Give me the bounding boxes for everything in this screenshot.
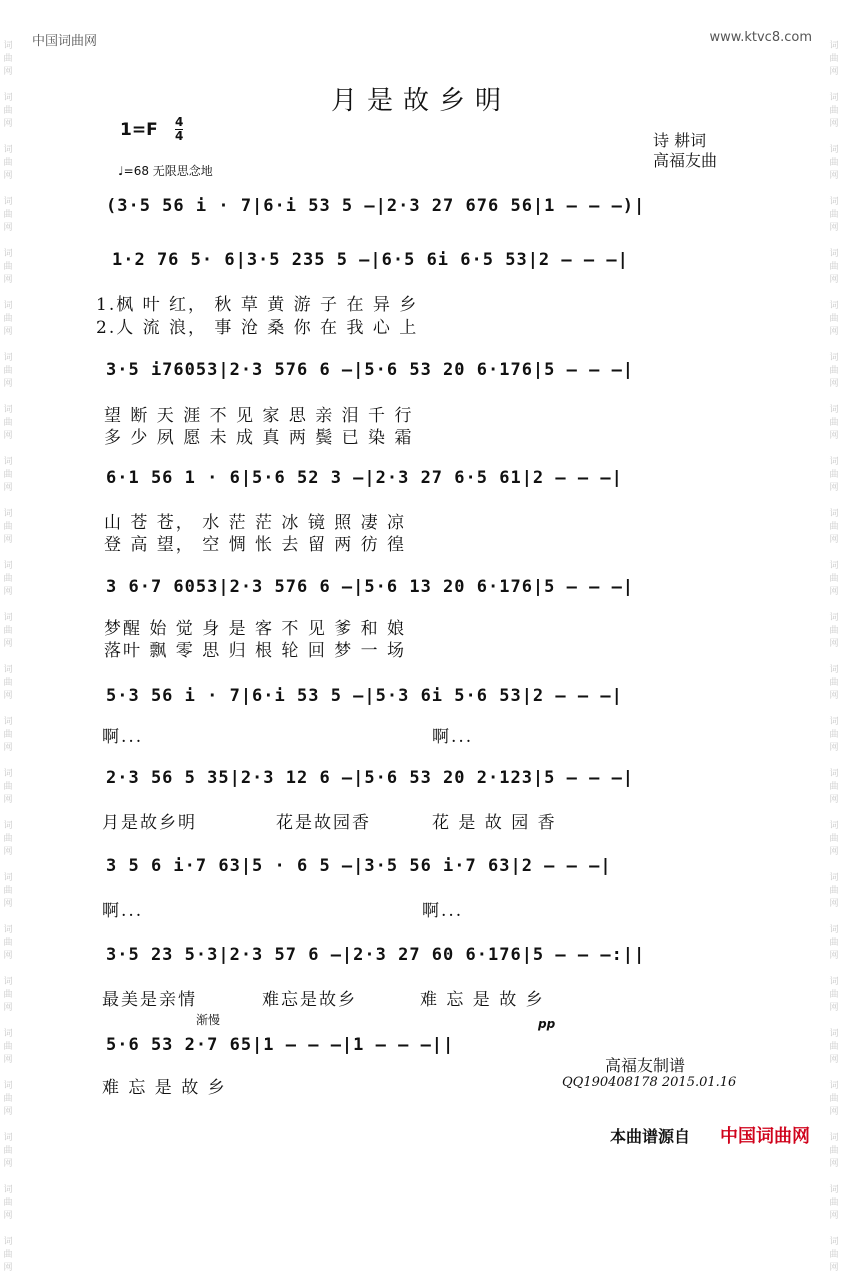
side-watermark-char: 网 bbox=[3, 535, 13, 545]
lyric-row-7a: 月是故乡明 bbox=[102, 813, 197, 833]
side-watermark-char: 词 bbox=[829, 873, 839, 883]
side-watermark-char: 曲 bbox=[829, 834, 839, 844]
side-watermark-char: 网 bbox=[829, 1055, 839, 1065]
side-watermark-char: 网 bbox=[3, 275, 13, 285]
side-watermark-char: 曲 bbox=[3, 54, 13, 64]
side-watermark-char: 网 bbox=[3, 1003, 13, 1013]
side-watermark-gap bbox=[3, 287, 13, 300]
side-watermark-char: 词 bbox=[829, 405, 839, 415]
side-watermark-char: 网 bbox=[3, 899, 13, 909]
lyric-row-5b: 落叶 飘 零 思 归 根 轮 回 梦 一 场 bbox=[104, 641, 407, 661]
side-watermark-char: 词 bbox=[3, 197, 13, 207]
side-watermark-char: 曲 bbox=[829, 1094, 839, 1104]
side-watermark-char: 曲 bbox=[829, 522, 839, 532]
score-row-10: 5·6 53 2·7 65|1 – – –|1 – – –|| bbox=[106, 1035, 455, 1055]
side-watermark-char: 词 bbox=[3, 925, 13, 935]
side-watermark-char: 曲 bbox=[3, 1042, 13, 1052]
side-watermark-char: 词 bbox=[829, 717, 839, 727]
lyric-row-7c: 花 是 故 园 香 bbox=[432, 813, 557, 833]
side-watermark-gap bbox=[829, 1119, 839, 1132]
side-watermark-gap bbox=[3, 599, 13, 612]
side-watermark-char: 网 bbox=[829, 587, 839, 597]
side-watermark-char: 网 bbox=[829, 899, 839, 909]
side-watermark-char: 词 bbox=[3, 145, 13, 155]
side-watermark-char: 曲 bbox=[3, 1250, 13, 1260]
side-watermark-char: 词 bbox=[3, 821, 13, 831]
side-watermark-gap bbox=[3, 235, 13, 248]
side-watermark-char: 网 bbox=[829, 847, 839, 857]
side-watermark-char: 网 bbox=[3, 431, 13, 441]
lyric-row-10: 难 忘 是 故 乡 bbox=[102, 1078, 227, 1098]
side-watermark-char: 网 bbox=[829, 1107, 839, 1117]
side-watermark-char: 曲 bbox=[829, 678, 839, 688]
side-watermark-gap bbox=[3, 443, 13, 456]
side-watermark-char: 网 bbox=[829, 535, 839, 545]
side-watermark-char: 词 bbox=[3, 41, 13, 51]
side-watermark-char: 网 bbox=[3, 1263, 13, 1273]
side-watermark-char: 网 bbox=[829, 1003, 839, 1013]
side-watermark-char: 词 bbox=[829, 769, 839, 779]
lyric-row-4b: 登 高 望， 空 惆 怅 去 留 两 彷 徨 bbox=[104, 535, 407, 555]
composer-credit: 高福友曲 bbox=[653, 151, 718, 170]
side-watermark-char: 词 bbox=[829, 665, 839, 675]
side-watermark-char: 词 bbox=[829, 93, 839, 103]
side-watermark-char: 曲 bbox=[829, 210, 839, 220]
side-watermark-char: 曲 bbox=[829, 626, 839, 636]
side-watermark-char: 曲 bbox=[829, 366, 839, 376]
header-site-url[interactable]: www.ktvc8.com bbox=[709, 30, 812, 45]
side-watermark-gap bbox=[3, 1171, 13, 1184]
side-watermark-gap bbox=[829, 339, 839, 352]
side-watermark-char: 词 bbox=[3, 561, 13, 571]
footer-site-logo[interactable]: 中国词曲网 bbox=[720, 1126, 810, 1147]
side-watermark-char: 曲 bbox=[829, 54, 839, 64]
side-watermark-char: 词 bbox=[3, 249, 13, 259]
side-watermark-char: 词 bbox=[3, 1133, 13, 1143]
lyric-row-7b: 花是故园香 bbox=[276, 813, 371, 833]
side-watermark-char: 曲 bbox=[829, 262, 839, 272]
side-watermark-char: 曲 bbox=[3, 782, 13, 792]
side-watermark-gap bbox=[3, 911, 13, 924]
side-watermark-char: 词 bbox=[829, 197, 839, 207]
side-watermark-char: 曲 bbox=[3, 1146, 13, 1156]
score-row-3: 3·5 i76053|2·3 576 6 –|5·6 53 20 6·176|5 – – –| bbox=[106, 360, 635, 380]
side-watermark-char: 词 bbox=[3, 405, 13, 415]
side-watermark-char: 词 bbox=[829, 301, 839, 311]
side-watermark-gap bbox=[3, 807, 13, 820]
side-watermark-char: 词 bbox=[3, 509, 13, 519]
side-watermark-char: 词 bbox=[3, 717, 13, 727]
side-watermark-char: 曲 bbox=[829, 990, 839, 1000]
side-watermark-char: 网 bbox=[829, 119, 839, 129]
side-watermark-char: 词 bbox=[3, 1237, 13, 1247]
side-watermark-char: 网 bbox=[829, 431, 839, 441]
side-watermark-gap bbox=[829, 963, 839, 976]
side-watermark-char: 词 bbox=[3, 977, 13, 987]
side-watermark-char: 网 bbox=[829, 1211, 839, 1221]
lyric-row-6a: 啊... bbox=[102, 727, 144, 747]
side-watermark-char: 词 bbox=[829, 613, 839, 623]
side-watermark-right bbox=[829, 40, 839, 1288]
side-watermark-gap bbox=[3, 1015, 13, 1028]
side-watermark-char: 曲 bbox=[3, 158, 13, 168]
side-watermark-char: 网 bbox=[3, 639, 13, 649]
score-row-8: 3 5 6 i·7 63|5 · 6 5 –|3·5 56 i·7 63|2 – – –| bbox=[106, 856, 612, 876]
score-row-2: 1·2 76 5· 6|3·5 235 5 –|6·5 6i 6·5 53|2 – – –| bbox=[112, 250, 629, 270]
lyricist-credit: 诗 耕词 bbox=[653, 131, 707, 150]
side-watermark-char: 网 bbox=[3, 171, 13, 181]
side-watermark-gap bbox=[3, 859, 13, 872]
side-watermark-left bbox=[3, 40, 13, 1288]
side-watermark-char: 网 bbox=[3, 691, 13, 701]
side-watermark-char: 曲 bbox=[829, 886, 839, 896]
side-watermark-gap bbox=[829, 443, 839, 456]
side-watermark-gap bbox=[829, 1015, 839, 1028]
header-site-left: 中国词曲网 bbox=[32, 34, 98, 49]
side-watermark-gap bbox=[829, 183, 839, 196]
side-watermark-char: 词 bbox=[829, 977, 839, 987]
side-watermark-char: 词 bbox=[3, 353, 13, 363]
side-watermark-gap bbox=[829, 235, 839, 248]
side-watermark-char: 曲 bbox=[829, 158, 839, 168]
side-watermark-char: 曲 bbox=[3, 886, 13, 896]
side-watermark-char: 曲 bbox=[829, 470, 839, 480]
side-watermark-gap bbox=[829, 911, 839, 924]
score-row-9: 3·5 23 5·3|2·3 57 6 –|2·3 27 60 6·176|5 – – –:|| bbox=[106, 945, 646, 965]
side-watermark-char: 曲 bbox=[829, 1198, 839, 1208]
lyric-row-3b: 多 少 夙 愿 未 成 真 两 鬓 已 染 霜 bbox=[104, 428, 414, 448]
side-watermark-gap bbox=[3, 391, 13, 404]
lyric-row-9c: 难 忘 是 故 乡 bbox=[420, 990, 545, 1010]
key-signature: 1=F bbox=[120, 120, 158, 140]
side-watermark-char: 曲 bbox=[829, 730, 839, 740]
side-watermark-char: 网 bbox=[829, 1159, 839, 1169]
side-watermark-char: 词 bbox=[3, 769, 13, 779]
side-watermark-char: 网 bbox=[3, 379, 13, 389]
side-watermark-char: 词 bbox=[3, 1029, 13, 1039]
side-watermark-gap bbox=[829, 599, 839, 612]
side-watermark-char: 词 bbox=[3, 93, 13, 103]
side-watermark-char: 网 bbox=[3, 587, 13, 597]
side-watermark-char: 词 bbox=[829, 145, 839, 155]
score-row-4: 6·1 56 1 · 6|5·6 52 3 –|2·3 27 6·5 61|2 – – –| bbox=[106, 468, 623, 488]
side-watermark-gap bbox=[3, 1275, 13, 1288]
side-watermark-char: 曲 bbox=[3, 522, 13, 532]
side-watermark-gap bbox=[829, 287, 839, 300]
side-watermark-gap bbox=[3, 703, 13, 716]
side-watermark-char: 网 bbox=[829, 1263, 839, 1273]
side-watermark-char: 曲 bbox=[3, 210, 13, 220]
score-row-1: (3·5 56 i · 7|6·i 53 5 –|2·3 27 676 56|1 – – –)| bbox=[106, 196, 646, 216]
side-watermark-char: 网 bbox=[829, 483, 839, 493]
side-watermark-char: 网 bbox=[829, 67, 839, 77]
side-watermark-char: 词 bbox=[829, 353, 839, 363]
side-watermark-char: 网 bbox=[829, 327, 839, 337]
side-watermark-char: 词 bbox=[829, 1081, 839, 1091]
side-watermark-char: 曲 bbox=[829, 574, 839, 584]
side-watermark-char: 词 bbox=[829, 821, 839, 831]
side-watermark-char: 网 bbox=[829, 379, 839, 389]
side-watermark-char: 曲 bbox=[829, 1250, 839, 1260]
lyric-row-9b: 难忘是故乡 bbox=[262, 990, 357, 1010]
side-watermark-char: 网 bbox=[3, 951, 13, 961]
lyric-row-2a: 1.枫 叶 红， 秋 草 黄 游 子 在 异 乡 bbox=[96, 295, 419, 315]
tempo-marking: ♩=68 无限思念地 bbox=[118, 164, 213, 178]
side-watermark-char: 词 bbox=[3, 1081, 13, 1091]
side-watermark-char: 词 bbox=[3, 665, 13, 675]
side-watermark-char: 网 bbox=[3, 1055, 13, 1065]
side-watermark-char: 曲 bbox=[3, 418, 13, 428]
maker-contact: QQ190408178 2015.01.16 bbox=[562, 1075, 737, 1090]
side-watermark-gap bbox=[3, 547, 13, 560]
side-watermark-char: 网 bbox=[829, 223, 839, 233]
side-watermark-char: 曲 bbox=[3, 1094, 13, 1104]
side-watermark-char: 曲 bbox=[829, 314, 839, 324]
side-watermark-char: 网 bbox=[3, 795, 13, 805]
side-watermark-char: 网 bbox=[3, 1107, 13, 1117]
side-watermark-gap bbox=[3, 755, 13, 768]
side-watermark-char: 网 bbox=[3, 119, 13, 129]
side-watermark-char: 网 bbox=[829, 743, 839, 753]
side-watermark-char: 词 bbox=[3, 457, 13, 467]
score-row-7: 2·3 56 5 35|2·3 12 6 –|5·6 53 20 2·123|5 – – –| bbox=[106, 768, 635, 788]
lyric-row-5a: 梦醒 始 觉 身 是 客 不 见 爹 和 娘 bbox=[104, 619, 407, 639]
side-watermark-char: 词 bbox=[829, 457, 839, 467]
lyric-row-8b: 啊... bbox=[422, 901, 464, 921]
score-row-6: 5·3 56 i · 7|6·i 53 5 –|5·3 6i 5·6 53|2 – – –| bbox=[106, 686, 623, 706]
side-watermark-gap bbox=[829, 807, 839, 820]
side-watermark-char: 网 bbox=[3, 483, 13, 493]
side-watermark-char: 网 bbox=[3, 67, 13, 77]
lyric-row-3a: 望 断 天 涯 不 见 家 思 亲 泪 千 行 bbox=[104, 406, 414, 426]
side-watermark-gap bbox=[3, 1067, 13, 1080]
side-watermark-char: 网 bbox=[829, 639, 839, 649]
side-watermark-char: 曲 bbox=[3, 470, 13, 480]
dynamic-mark: pp bbox=[538, 1017, 556, 1031]
side-watermark-char: 网 bbox=[3, 327, 13, 337]
side-watermark-gap bbox=[3, 339, 13, 352]
side-watermark-gap bbox=[829, 1223, 839, 1236]
side-watermark-char: 网 bbox=[829, 795, 839, 805]
score-row-5: 3 6·7 6053|2·3 576 6 –|5·6 13 20 6·176|5 – – –| bbox=[106, 577, 635, 597]
side-watermark-char: 网 bbox=[829, 691, 839, 701]
lyric-row-9a: 最美是亲情 bbox=[102, 990, 197, 1010]
side-watermark-char: 曲 bbox=[829, 1042, 839, 1052]
side-watermark-char: 曲 bbox=[829, 1146, 839, 1156]
side-watermark-char: 词 bbox=[829, 1133, 839, 1143]
song-title: 月是故乡明 bbox=[330, 86, 511, 116]
ritardando-mark: 渐慢 bbox=[196, 1013, 221, 1027]
side-watermark-gap bbox=[3, 963, 13, 976]
side-watermark-gap bbox=[829, 391, 839, 404]
side-watermark-char: 词 bbox=[829, 561, 839, 571]
side-watermark-char: 词 bbox=[829, 1185, 839, 1195]
side-watermark-gap bbox=[3, 183, 13, 196]
side-watermark-char: 网 bbox=[3, 1211, 13, 1221]
score-maker: 高福友制谱 bbox=[605, 1056, 686, 1075]
side-watermark-gap bbox=[829, 755, 839, 768]
time-signature: 4 4 bbox=[175, 115, 184, 143]
side-watermark-char: 词 bbox=[829, 1237, 839, 1247]
side-watermark-char: 曲 bbox=[3, 678, 13, 688]
side-watermark-gap bbox=[829, 1275, 839, 1288]
side-watermark-char: 词 bbox=[829, 509, 839, 519]
lyric-row-4a: 山 苍 苍， 水 茫 茫 冰 镜 照 凄 凉 bbox=[104, 513, 407, 533]
side-watermark-char: 网 bbox=[3, 743, 13, 753]
side-watermark-char: 曲 bbox=[3, 366, 13, 376]
side-watermark-gap bbox=[829, 495, 839, 508]
side-watermark-gap bbox=[829, 1067, 839, 1080]
side-watermark-char: 曲 bbox=[3, 730, 13, 740]
lyric-row-6b: 啊... bbox=[432, 727, 474, 747]
side-watermark-char: 曲 bbox=[3, 834, 13, 844]
side-watermark-char: 词 bbox=[3, 1185, 13, 1195]
lyric-row-2b: 2.人 流 浪， 事 沧 桑 你 在 我 心 上 bbox=[96, 318, 419, 338]
side-watermark-char: 网 bbox=[3, 1159, 13, 1169]
side-watermark-gap bbox=[829, 131, 839, 144]
side-watermark-char: 曲 bbox=[3, 1198, 13, 1208]
side-watermark-char: 词 bbox=[829, 249, 839, 259]
side-watermark-char: 网 bbox=[829, 171, 839, 181]
side-watermark-gap bbox=[3, 495, 13, 508]
side-watermark-char: 词 bbox=[3, 301, 13, 311]
side-watermark-char: 网 bbox=[829, 951, 839, 961]
side-watermark-gap bbox=[3, 131, 13, 144]
side-watermark-char: 词 bbox=[3, 613, 13, 623]
side-watermark-char: 词 bbox=[3, 873, 13, 883]
side-watermark-char: 网 bbox=[3, 847, 13, 857]
side-watermark-char: 曲 bbox=[3, 990, 13, 1000]
footer-source-label: 本曲谱源自 bbox=[610, 1127, 691, 1146]
side-watermark-char: 曲 bbox=[3, 314, 13, 324]
side-watermark-char: 曲 bbox=[3, 626, 13, 636]
side-watermark-char: 词 bbox=[829, 1029, 839, 1039]
side-watermark-char: 曲 bbox=[3, 574, 13, 584]
side-watermark-char: 网 bbox=[3, 223, 13, 233]
side-watermark-gap bbox=[829, 1171, 839, 1184]
side-watermark-gap bbox=[829, 547, 839, 560]
side-watermark-gap bbox=[3, 651, 13, 664]
side-watermark-char: 曲 bbox=[829, 938, 839, 948]
side-watermark-gap bbox=[3, 1119, 13, 1132]
side-watermark-gap bbox=[829, 651, 839, 664]
side-watermark-gap bbox=[3, 1223, 13, 1236]
side-watermark-char: 曲 bbox=[3, 262, 13, 272]
side-watermark-char: 曲 bbox=[829, 418, 839, 428]
side-watermark-char: 曲 bbox=[829, 106, 839, 116]
side-watermark-char: 曲 bbox=[3, 106, 13, 116]
side-watermark-gap bbox=[829, 703, 839, 716]
side-watermark-gap bbox=[829, 859, 839, 872]
side-watermark-char: 曲 bbox=[3, 938, 13, 948]
side-watermark-char: 网 bbox=[829, 275, 839, 285]
side-watermark-char: 词 bbox=[829, 925, 839, 935]
side-watermark-char: 曲 bbox=[829, 782, 839, 792]
side-watermark-char: 词 bbox=[829, 41, 839, 51]
lyric-row-8a: 啊... bbox=[102, 901, 144, 921]
